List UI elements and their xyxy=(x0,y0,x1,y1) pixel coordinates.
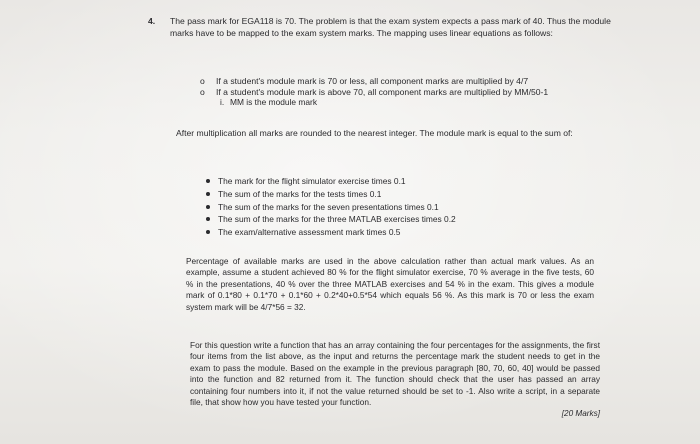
rule-item xyxy=(200,87,548,98)
question-intro: The pass mark for EGA118 is 70. The problem is that the exam system expects a pass mark of 40. Thus the module marks have to be mapped to the exam system marks. The mapping uses linear equations as follows: xyxy=(170,16,611,38)
bullet-icon xyxy=(206,230,210,234)
hollow-bullet-icon: o xyxy=(200,76,205,86)
roman-numeral: i. xyxy=(220,97,225,107)
bullet-icon xyxy=(206,192,210,196)
task-paragraph: For this question write a function that has an array containing the four percentages for the assignments, the first four items from the list above, as the input and returns the percentage mark the student needs to get in the exam to pass the module. Based on the example in the previous paragraph [80, 70, 60, 40] would be passed into the function and 82 returned from it. The function should check that the user has passed an array containing four numbers into it, if not the value returned should be set to -1. Also write a script, in a separate file, that show how you have tested your function. xyxy=(190,340,600,408)
mapping-rules xyxy=(200,76,548,108)
hollow-bullet-icon: o xyxy=(200,86,205,97)
example-paragraph: Percentage of available marks are used in the above calculation rather than actual mark values. As an example, assume a student achieved 80 % for the flight simulator exercise, 70 % average in the five tests, 60 % in the presentations, 40 % over the three MATLAB exercises and 54 % in the exam. This gives a module mark of 0.1*80 + 0.1*70 + 0.1*60 + 0.2*40+0.5*54 which equals 56 %. As this mark is 70 or less the exam system mark will be 4/7*56 = 32. xyxy=(186,256,594,312)
bullet-icon xyxy=(206,179,210,183)
list-item: The sum of the marks for the tests times 0.1 xyxy=(206,188,456,201)
bullet-icon xyxy=(206,205,210,209)
rule-text: If a student's module mark is 70 or less, all component marks are multiplied by 4/7 xyxy=(216,76,529,86)
subnote-text: MM is the module mark xyxy=(230,97,318,107)
rounding-note: After multiplication all marks are rounded to the nearest integer. The module mark is equal to the sum of: xyxy=(176,128,573,138)
list-item: The mark for the flight simulator exercise times 0.1 xyxy=(206,175,456,188)
question-header xyxy=(148,16,618,39)
rule-text: If a student's module mark is above 70, all component marks are multiplied by MM/50-1 xyxy=(216,86,549,97)
rule-subnote xyxy=(200,97,548,108)
rule-item xyxy=(200,76,548,87)
component-list xyxy=(206,175,456,239)
list-item: The exam/alternative assessment mark times 0.5 xyxy=(206,226,456,239)
list-item: The sum of the marks for the three MATLAB exercises times 0.2 xyxy=(206,213,456,226)
list-item: The sum of the marks for the seven presentations times 0.1 xyxy=(206,201,456,214)
marks-label: [20 Marks] xyxy=(561,409,600,418)
question-number: 4. xyxy=(148,16,156,26)
bullet-icon xyxy=(206,217,210,221)
